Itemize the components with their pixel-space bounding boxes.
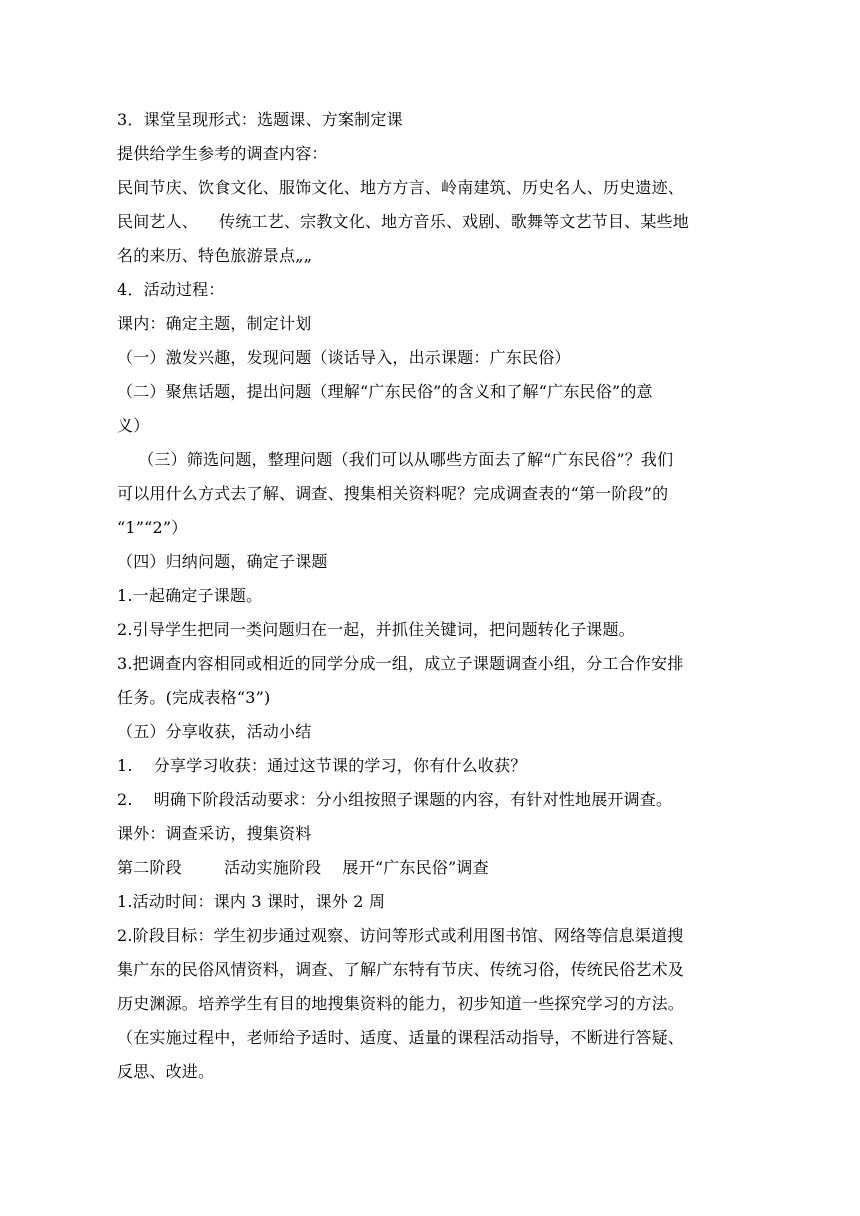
text-line: 2. 明确下阶段活动要求：分小组按照子课题的内容，有针对性地展开调查。 [117,790,673,809]
text-line: 课内：确定主题，制定计划 [117,314,312,333]
text-line: “1”“2”） [117,518,188,537]
text-line: 1.一起确定子课题。 [117,586,263,605]
text-line: （三）筛选问题，整理问题（我们可以从哪些方面去了解“广东民俗”？我们 [117,450,674,469]
text-line: 历史渊源。培养学生有目的地搜集资料的能力，初步知道一些探究学习的方法。 [117,994,685,1013]
text-line: 3．课堂呈现形式：选题课、方案制定课 [117,110,403,129]
text-line: 可以用什么方式去了解、调查、搜集相关资料呢？完成调查表的“第一阶段”的 [117,484,669,503]
text-line: 2.引导学生把同一类问题归在一起，并抓住关键词，把问题转化子课题。 [117,620,635,639]
text-line: 民间艺人、 传统工艺、宗教文化、地方音乐、戏剧、歌舞等文艺节目、某些地 [117,212,689,231]
text-line: 3.把调查内容相同或相近的同学分成一组，成立子课题调查小组，分工合作安排 [117,654,684,673]
text-line: 义） [117,416,150,435]
text-line: 提供给学生参考的调查内容： [117,144,328,163]
text-line: 任务。(完成表格“3”) [117,688,271,707]
text-line: （一）激发兴趣，发现问题（谈话导入，出示课题：广东民俗） [117,348,571,367]
text-line: 2.阶段目标：学生初步通过观察、访问等形式或利用图书馆、网络等信息渠道搜 [117,926,684,945]
text-line: （四）归纳问题，确定子课题 [117,552,328,571]
text-line: （二）聚焦话题，提出问题（理解“广东民俗”的含义和了解“广东民俗”的意 [117,382,653,401]
text-line: 1.活动时间：课内 3 课时，课外 2 周 [117,892,386,911]
text-line: 课外：调查采访，搜集资料 [117,824,312,843]
text-line: 4．活动过程： [117,280,225,299]
text-line: 反思、改进。 [117,1062,215,1081]
text-line: 第二阶段 活动实施阶段 展开“广东民俗”调查 [117,858,489,877]
text-line: 1. 分享学习收获：通过这节课的学习，你有什么收获？ [117,756,527,775]
text-line: 集广东的民俗风情资料，调查、了解广东特有节庆、传统习俗，传统民俗艺术及 [117,960,685,979]
text-line: 民间节庆、饮食文化、服饰文化、地方方言、岭南建筑、历史名人、历史遗迹、 [117,178,685,197]
text-line: （五）分享收获，活动小结 [117,722,312,741]
text-line: 名的来历、特色旅游景点„„ [117,246,313,265]
text-line: （在实施过程中，老师给予适时、适度、适量的课程活动指导，不断进行答疑、 [117,1028,685,1047]
